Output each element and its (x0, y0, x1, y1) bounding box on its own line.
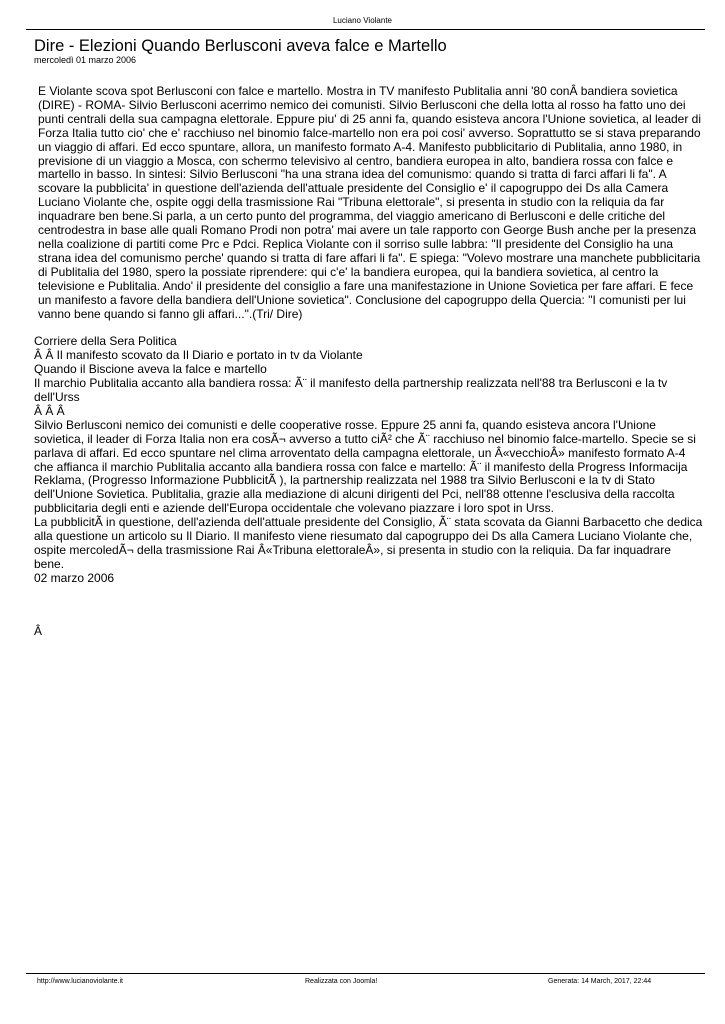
article-caption: Il marchio Publitalia accanto alla bandiera rossa: Ã¨ il manifesto della partnership realizzata nell'88 tra Berlusconi e la tv dell'Urss (34, 376, 668, 405)
article-trailer: Â (34, 623, 43, 638)
article-paragraph: La pubblicitÃ in questione, dell'azienda dell'attuale presidente del Consiglio, Ã¨ stata scovata da Gianni Barbacetto che dedica alla questione un articolo su Il Diario. Il manifesto viene riesumato dal capogruppo dei Ds alla Camera Luciano Violante che, ospite mercoledÃ¬ della trasmissione Rai Â«Tribuna elettoraleÂ», si presenta in studio con la reliquia. Da far inquadrare bene. (34, 515, 703, 571)
article-body (34, 85, 704, 639)
article-date: mercoledì 01 marzo 2006 (34, 55, 137, 65)
article-paragraph: Silvio Berlusconi nemico dei comunisti e delle cooperative rosse. Eppure 25 anni fa, quando esisteva ancora l'Unione sovietica, il leader di Forza Italia non era cosÃ¬ avverso a tutto ciÃ² che Ã¨ racchiuso nel binomio falce-martello. Specie se si parlava di affari. Ed ecco spuntare nel clima arroventato della campagna elettorale, un Â«vecchioÂ» manifesto formato A-4 che affianca il marchio Publitalia accanto alla bandiera rossa con falce e martello: Ã¨ il manifesto della Progress Informacija Reklama, (Progresso Informazione PubblicitÃ ), la partnership realizzata nel 1988 tra Silvio Berlusconi e la tv di Stato dell'Unione Sovietica. Publitalia, grazie alla mediazione di alcuni dirigenti del Pci, nell'88 ottenne l'esclusiva della raccolta pubblicitaria degli enti e aziende dell'Europa occidentale che volevano piazzare i loro spot in Urss. (34, 417, 696, 516)
article-line: Â Â Â (34, 403, 65, 418)
article-subheading: Quando il Biscione aveva la falce e martello (34, 362, 267, 377)
article-title: Dire - Elezioni Quando Berlusconi aveva falce e Martello (34, 37, 447, 55)
footer-divider (26, 973, 705, 974)
article-line: Â Â Il manifesto scovato da Il Diario e portato in tv da Violante (34, 348, 363, 363)
footer-cms: Realizzata con Joomla! (305, 978, 378, 985)
article-source: Corriere della Sera Politica (34, 334, 177, 349)
site-header: Luciano Violante (332, 16, 392, 25)
footer-url-link[interactable]: http://www.lucianoviolante.it (37, 978, 123, 985)
article-intro: E Violante scova spot Berlusconi con falce e martello. Mostra in TV manifesto Publitalia anni '80 conÂ bandiera sovietica (DIRE) - ROMA- Silvio Berlusconi acerrimo nemico dei comunisti. Silvio Berlusconi che della lotta al rosso ha fatto uno dei punti centrali della sua campagna elettorale. Eppure piu' di 25 anni fa, quando esisteva ancora l'Unione sovietica, al leader di Forza Italia tutto cio' che e' racchiuso nel binomio falce-martello non era poi cosi' avverso. Soprattutto se si stava preparando un viaggio di affari. Ed ecco spuntare, allora, un manifesto formato A-4. Manifesto pubblicitario di Publitalia, anno 1980, in previsione di un viaggio a Mosca, con schermo televisivo al centro, bandiera europea in alto, bandiera rossa con falce e martello in basso. In sintesi: Silvio Berlusconi "ha una strana idea del comunismo: quando si tratta di farci affari li fa". A scovare la pubblicita' in questione dell'azienda dell'attuale presidente del Consiglio e' il capogruppo dei Ds alla Camera Luciano Violante che, ospite oggi della trasmissione Rai "Tribuna elettorale", si presenta in studio con la reliquia da far inquadrare ben bene.Si parla, a un certo punto del programma, del viaggio americano di Berlusconi e delle critiche del centrodestra in base alle quali Romano Prodi non potra' mai avere un tale rapporto con George Bush anche per la presenza nella coalizione di partiti come Prc e Pdci. Replica Violante con il sorriso sulle labbra: "Il presidente del Consiglio ha una strana idea del comunismo perche' quando si tratta di fare affari li fa". E spiega: "Volevo mostrare una manchete pubblicitaria di Publitalia del 1980, spero la possiate riprendere: qui c'e' la bandiera europea, qui la bandiera sovietica, al centro la televisione e Publitalia. Ando' il presidente del consiglio a fare una manifestazione in Unione Sovietica per fare affari. E fece un manifesto a favore della bandiera dell'Unione sovietica". Conclusione del capogruppo della Quercia: "I comunisti per lui vanno bene quando si fanno gli affari...".(Tri/ Dire) (38, 84, 702, 321)
article-body-date: 02 marzo 2006 (34, 570, 115, 585)
header-divider (26, 29, 705, 30)
footer-generated: Generata: 14 March, 2017, 22:44 (548, 978, 652, 985)
